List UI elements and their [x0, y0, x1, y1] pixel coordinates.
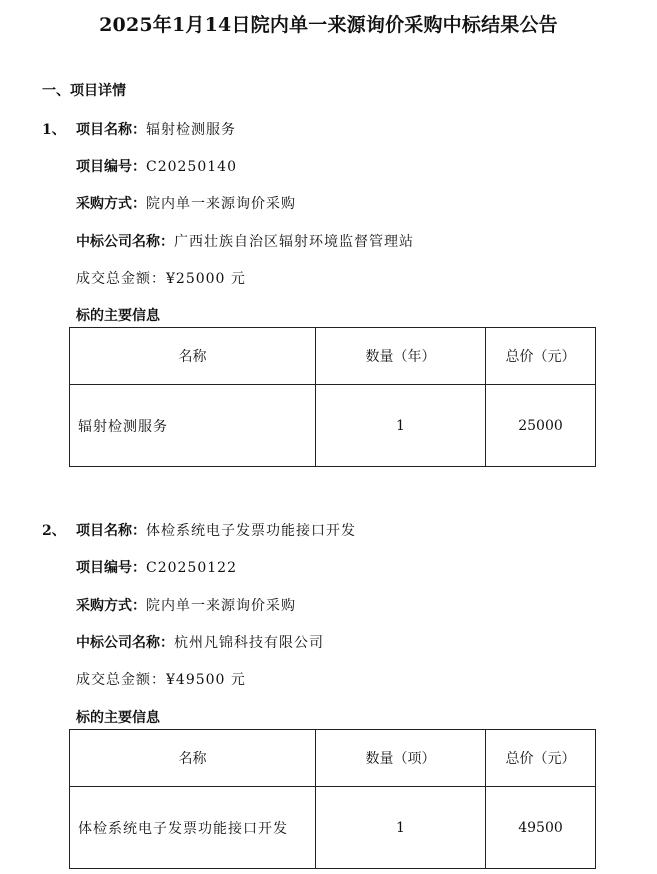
- section-heading: 一、项目详情: [42, 83, 126, 99]
- header-total: 总价（元）: [486, 730, 596, 787]
- project-name-label: 项目名称：: [76, 122, 146, 138]
- header-name: 名称: [70, 730, 316, 787]
- project-code-value: C20250122: [146, 560, 237, 576]
- header-qty: 数量（项）: [316, 730, 486, 787]
- header-qty: 数量（年）: [316, 328, 486, 385]
- winner-line: [76, 632, 324, 652]
- amount-line: [76, 268, 246, 288]
- project-code-label: 项目编号：: [76, 159, 146, 175]
- winner-label: 中标公司名称：: [76, 635, 174, 651]
- method-label: 采购方式：: [76, 598, 146, 614]
- method-value: 院内单一来源询价采购: [146, 598, 296, 614]
- method-value: 院内单一来源询价采购: [146, 196, 296, 212]
- method-label: 采购方式：: [76, 196, 146, 212]
- item-number: 1、: [42, 122, 66, 138]
- header-name: 名称: [70, 328, 316, 385]
- header-total: 总价（元）: [486, 328, 596, 385]
- cell-total: 25000: [486, 385, 596, 467]
- page-title: 2025年1月14日院内单一来源询价采购中标结果公告: [99, 14, 558, 36]
- info-table: [69, 327, 596, 467]
- cell-name: 体检系统电子发票功能接口开发: [70, 787, 316, 869]
- winner-line: [76, 231, 414, 251]
- table-row: [70, 787, 596, 869]
- project-code-value: C20250140: [146, 159, 237, 175]
- winner-label: 中标公司名称：: [76, 234, 174, 250]
- method-line: [76, 193, 296, 213]
- amount-line: [76, 669, 246, 689]
- amount-label: 成交总金额：: [76, 672, 166, 688]
- method-line: [76, 595, 296, 615]
- project-name-value: 体检系统电子发票功能接口开发: [146, 523, 356, 539]
- amount-label: 成交总金额：: [76, 271, 166, 287]
- project-code-label: 项目编号：: [76, 560, 146, 576]
- project-name-value: 辐射检测服务: [146, 122, 236, 138]
- amount-value: ¥25000 元: [166, 271, 246, 287]
- table-row: [70, 385, 596, 467]
- info-label: 标的主要信息: [76, 308, 160, 324]
- amount-value: ¥49500 元: [166, 672, 246, 688]
- winner-value: 杭州凡锦科技有限公司: [174, 635, 324, 651]
- project-code-line: [76, 156, 237, 176]
- info-table: [69, 729, 596, 869]
- cell-qty: 1: [316, 787, 486, 869]
- item-number: 2、: [42, 523, 66, 539]
- cell-qty: 1: [316, 385, 486, 467]
- table-header-row: [70, 328, 596, 385]
- table-header-row: [70, 730, 596, 787]
- cell-total: 49500: [486, 787, 596, 869]
- project-code-line: [76, 557, 237, 577]
- winner-value: 广西壮族自治区辐射环境监督管理站: [174, 234, 414, 250]
- cell-name: 辐射检测服务: [70, 385, 316, 467]
- project-name-line: [76, 520, 356, 540]
- project-name-label: 项目名称：: [76, 523, 146, 539]
- info-label: 标的主要信息: [76, 710, 160, 726]
- project-name-line: [76, 119, 236, 139]
